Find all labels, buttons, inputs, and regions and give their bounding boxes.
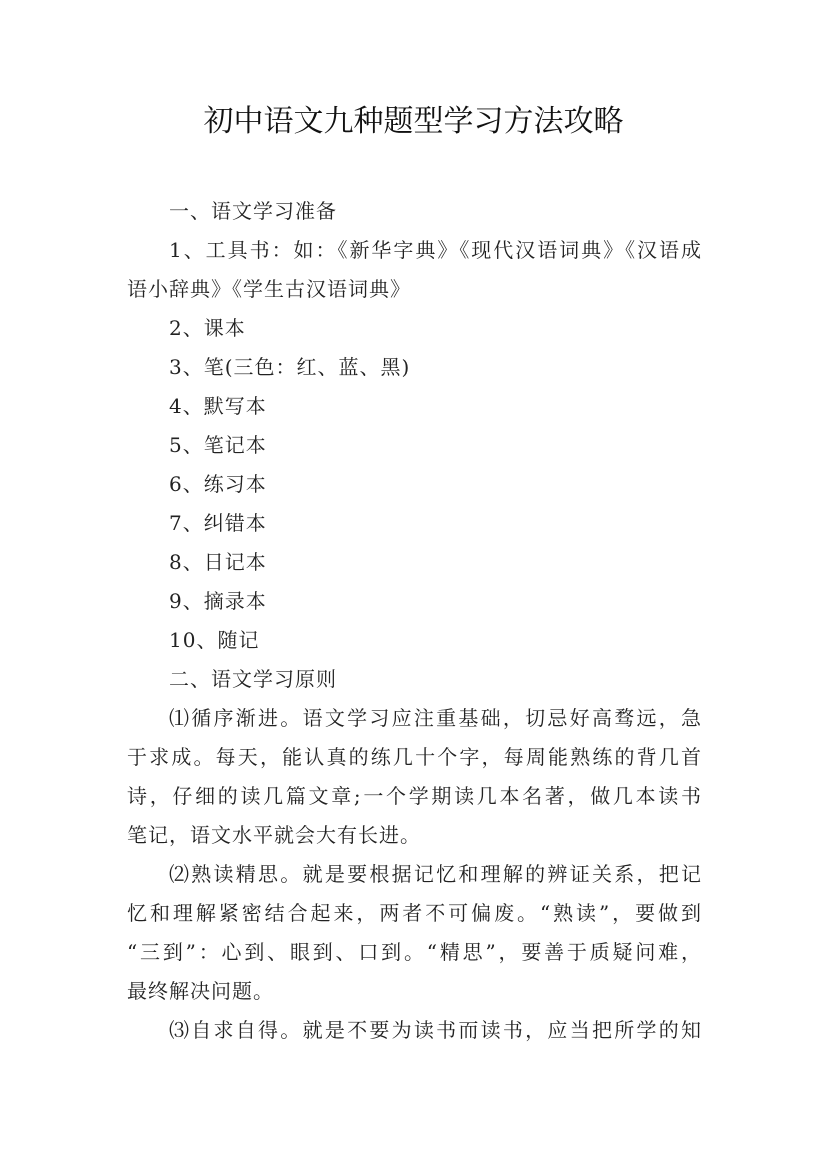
list-item: 7、纠错本 (169, 511, 267, 535)
list-item: 4、默写本 (169, 394, 267, 418)
paragraph-line: 笔记，语文水平就会大有长进。 (127, 823, 421, 847)
paragraph-line: 1、工具书：如：《新华字典》《现代汉语词典》《汉语成 (169, 238, 702, 262)
section-heading: 一、语文学习准备 (169, 199, 337, 223)
paragraph-line: 语小辞典》《学生古汉语词典》 (127, 277, 411, 301)
paragraph-line: “三到”：心到、眼到、口到。“精思”，要善于质疑问难， (127, 940, 702, 964)
list-item: 10、随记 (169, 628, 260, 652)
list-item: 9、摘录本 (169, 589, 267, 613)
document-title: 初中语文九种题型学习方法攻略 (203, 104, 624, 139)
list-item: 8、日记本 (169, 550, 267, 574)
list-item: 6、练习本 (169, 472, 267, 496)
paragraph-line: 诗，仔细的读几篇文章;一个学期读几本名著，做几本读书 (127, 784, 702, 808)
paragraph-line: 最终解决问题。 (127, 979, 274, 1003)
paragraph-line: 忆和理解紧密结合起来，两者不可偏废。“熟读”，要做到 (127, 901, 702, 925)
document-body (127, 192, 702, 1050)
paragraph-line: ⑶自求自得。就是不要为读书而读书，应当把所学的知 (169, 1018, 702, 1042)
paragraph-line: 于求成。每天，能认真的练几十个字，每周能熟练的背几首 (127, 745, 702, 769)
list-item: 3、笔(三色：红、蓝、黑) (169, 355, 411, 379)
paragraph-line: ⑵熟读精思。就是要根据记忆和理解的辨证关系，把记 (169, 862, 702, 886)
list-item: 2、课本 (169, 316, 246, 340)
paragraph-line: ⑴循序渐进。语文学习应注重基础，切忌好高骛远，急 (169, 706, 702, 730)
section-heading: 二、语文学习原则 (169, 667, 337, 691)
list-item: 5、笔记本 (169, 433, 267, 457)
